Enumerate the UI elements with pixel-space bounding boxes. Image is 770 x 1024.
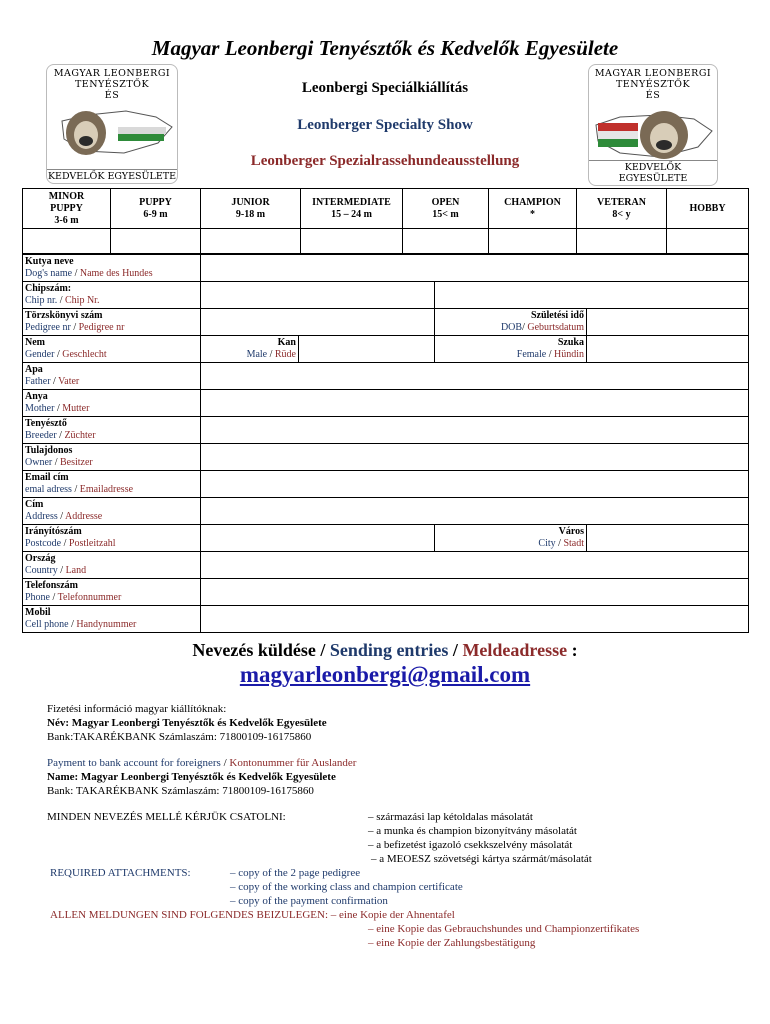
class-checkbox-veteran[interactable] [577,229,667,254]
input-country[interactable] [201,552,749,579]
attachments-de-row: ALLEN MELDUNGEN SIND FOLGENDES BEIZULEGEN: – eine Kopie der Ahnentafel [50,909,455,921]
payment-name: Name: Magyar Leonbergi Tenyésztők és Kedvelők Egyesülete [47,771,336,783]
label-breeder: Tenyésztő Breeder / Züchter [23,417,201,444]
payment-hu-bank: Bank:TAKARÉKBANK Számlaszám: 71800109-16175860 [47,731,312,743]
payment-bank: Bank: TAKARÉKBANK Számlaszám: 71800109-16175860 [47,785,314,797]
label-phone: Telefonszám Phone / Telefonnummer [23,579,201,606]
label-city: Város City / Stadt [435,525,587,552]
class-checkbox-champion[interactable] [489,229,577,254]
class-checkbox-hobby[interactable] [667,229,749,254]
label-country: Ország Country / Land [23,552,201,579]
class-champion: CHAMPION * [489,189,577,229]
label-dob: Születési idő DOB/ Geburtsdatum [435,309,587,336]
class-veteran: VETERAN 8< y [577,189,667,229]
label-father: Apa Father / Vater [23,363,201,390]
class-checkbox-intermediate[interactable] [301,229,403,254]
attachments-en-title: REQUIRED ATTACHMENTS: [50,867,191,879]
class-checkbox-open[interactable] [403,229,489,254]
checkbox-male[interactable] [299,336,435,363]
payment-foreign-intro: Payment to bank account for foreigners / Kontonummer für Auslander [47,757,357,769]
attachments-hu-item: – a befizetést igazoló csekkszelvény másolatát [368,839,573,851]
class-table [22,188,749,254]
sending-heading: Nevezés küldése / Sending entries / Meldeadresse : [192,640,578,660]
input-city[interactable] [587,525,749,552]
input-postcode[interactable] [201,525,435,552]
class-junior: JUNIOR 9-18 m [201,189,301,229]
club-logo-left [46,64,178,184]
attachments-de-item: – eine Kopie der Zahlungsbestätigung [368,937,536,949]
input-dob[interactable] [587,309,749,336]
page-title: Magyar Leonbergi Tenyésztők és Kedvelők Egyesülete [151,36,619,60]
logo-text-line3: ÉS [645,90,661,101]
attachments-hu-item: – a munka és champion bizonyítvány másolatát [368,825,577,837]
logo-text-line1: MAGYAR LEONBERGI [53,68,171,79]
class-checkbox-minor-puppy[interactable] [23,229,111,254]
payment-hu-name: Név: Magyar Leonbergi Tenyésztők és Kedvelők Egyesülete [47,717,327,729]
chip-extra-cell [435,282,749,309]
attachments-en-item: – copy of the working class and champion certificate [230,881,463,893]
input-pedigree[interactable] [201,309,435,336]
attachments-en-item: – copy of the 2 page pedigree [230,867,361,879]
input-email[interactable] [201,471,749,498]
logo-text-bottom: KEDVELŐK EGYESÜLETE [47,171,177,182]
club-logo-right [588,64,718,186]
label-postcode: Irányítószám Postcode / Postleitzahl [23,525,201,552]
input-mother[interactable] [201,390,749,417]
label-sex: Nem Gender / Geschlecht [23,336,201,363]
label-owner: Tulajdonos Owner / Besitzer [23,444,201,471]
payment-hu-intro: Fizetési információ magyar kiállítóknak: [47,703,227,715]
attachments-hu-item: – származási lap kétoldalas másolatát [368,811,533,823]
class-minor-puppy: MINOR PUPPY 3-6 m [23,189,111,229]
input-phone[interactable] [201,579,749,606]
input-dog-name[interactable] [201,255,749,282]
label-pedigree: Törzskönyvi szám Pedigree nr / Pedigree nr [23,309,201,336]
input-address[interactable] [201,498,749,525]
contact-email-link[interactable]: magyarleonbergi@gmail.com [239,662,531,687]
subtitle-en: Leonberger Specialty Show [297,117,473,133]
subtitle-hu: Leonbergi Speciálkiállítás [301,80,469,96]
logo-text-line2: TENYÉSZTŐK [74,79,150,90]
input-mobile[interactable] [201,606,749,633]
entry-form [22,254,749,633]
class-open: OPEN 15< m [403,189,489,229]
label-address: Cím Address / Addresse [23,498,201,525]
attachments-en-item: – copy of the payment confirmation [230,895,388,907]
class-puppy: PUPPY 6-9 m [111,189,201,229]
option-male[interactable]: Kan Male / Rüde [201,336,299,363]
input-breeder[interactable] [201,417,749,444]
class-checkbox-puppy[interactable] [111,229,201,254]
label-chip: Chipszám: Chip nr. / Chip Nr. [23,282,201,309]
class-intermediate: INTERMEDIATE 15 – 24 m [301,189,403,229]
logo-text-line3: ÉS [104,90,120,101]
label-mobile: Mobil Cell phone / Handynummer [23,606,201,633]
checkbox-female[interactable] [587,336,749,363]
input-owner[interactable] [201,444,749,471]
attachments-hu-item: – a MEOESZ szövetségi kártya szármát/másolatát [371,853,592,865]
label-mother: Anya Mother / Mutter [23,390,201,417]
option-female[interactable]: Szuka Female / Hündin [435,336,587,363]
attachments-hu-title: MINDEN NEVEZÉS MELLÉ KÉRJÜK CSATOLNI: [47,811,286,823]
logo-text-line2: TENYÉSZTŐK [615,79,691,90]
logo-text-line1: MAGYAR LEONBERGI [594,68,712,79]
input-chip[interactable] [201,282,435,309]
label-email: Email cím emal adress / Emailadresse [23,471,201,498]
leonberger-dog-icon [48,105,176,163]
input-father[interactable] [201,363,749,390]
subtitle-de: Leonberger Spezialrassehundeausstellung [250,153,520,169]
class-hobby: HOBBY [667,189,749,229]
leonberger-dog-icon [590,107,716,165]
attachments-de-item: – eine Kopie das Gebrauchshundes und Championzertifikates [368,923,640,935]
label-dog-name: Kutya neve Dog's name / Name des Hundes [23,255,201,282]
logo-text-bottom: KEDVELŐK EGYESÜLETE [589,160,717,184]
class-checkbox-junior[interactable] [201,229,301,254]
